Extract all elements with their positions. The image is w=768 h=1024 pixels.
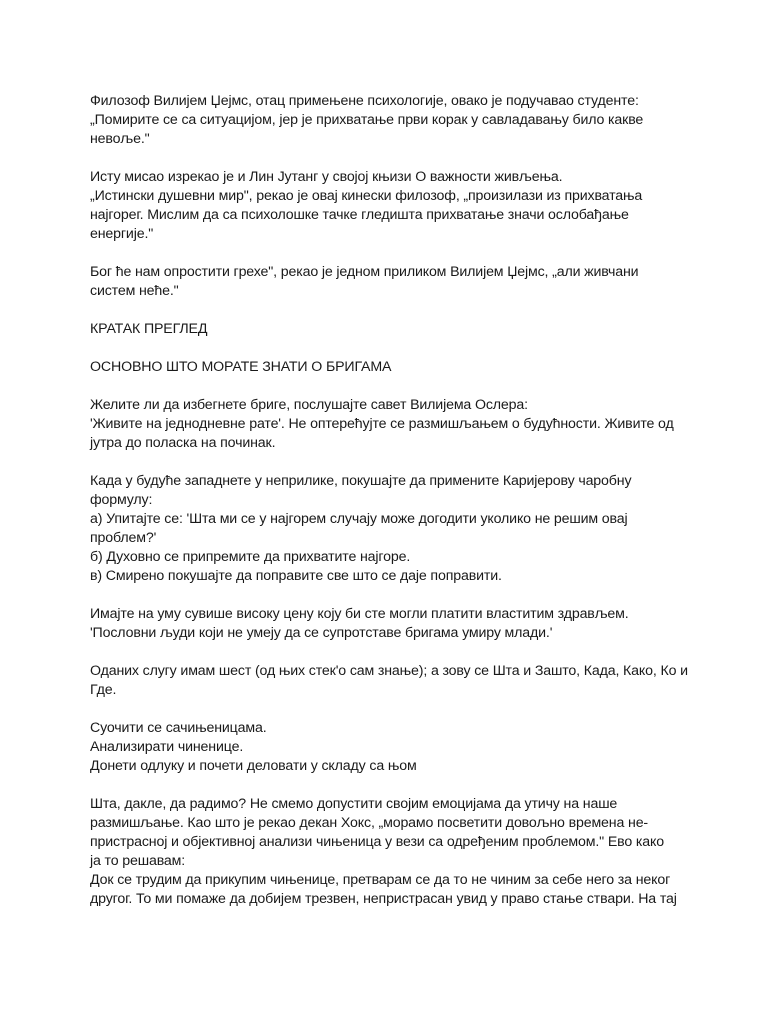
text-line: Када у будуће западнете у неприлике, покушајте да примените Каријерову чаробну — [90, 473, 632, 489]
text-line: невоље." — [90, 131, 150, 147]
paragraph-health-cost — [90, 605, 700, 643]
text-line: јутра до поласка на починак. — [90, 435, 276, 451]
text-line: проблем?' — [90, 530, 157, 546]
text-line: ја то решавам: — [90, 853, 186, 869]
text-line: Исту мисао изрекао је и Лин Јутанг у својој књизи О важности живљења. — [90, 169, 563, 185]
text-line: Донети одлуку и почети деловати у складу са њом — [90, 758, 417, 774]
paragraph-face-facts — [90, 719, 700, 776]
text-line: Док се трудим да прикупим чињенице, претварам се да то не чиним за себе него за неког — [90, 872, 671, 888]
section-title: КРАТАК ПРЕГЛЕД — [90, 321, 208, 337]
text-line: размишљање. Као што је рекао декан Хокс, „морамо посветити довољно времена не- — [90, 815, 649, 831]
text-line: Имајте на уму сувише високу цену коју би сте могли платити властитим здрављем. — [90, 606, 629, 622]
text-line: систем неће." — [90, 283, 179, 299]
paragraph-six-servants — [90, 662, 700, 700]
text-line: а) Упитајте се: 'Шта ми се у најгорем случају може догодити уколико не решим овај — [90, 511, 628, 527]
text-line: формулу: — [90, 492, 153, 508]
text-line: Анализирати чиненице. — [90, 739, 244, 755]
text-line: б) Духовно се припремите да прихватите најгоре. — [90, 549, 411, 565]
section-heading-block — [90, 320, 700, 339]
paragraph-dean-hawkes — [90, 795, 700, 909]
document-page — [90, 92, 700, 928]
text-line: пристрасној и објективној анализи чињеница у вези са одређеним проблемом." Ево како — [90, 834, 664, 850]
paragraph-carrier-formula — [90, 472, 700, 586]
subsection-title: ОСНОВНО ШТО МОРАТЕ ЗНАТИ О БРИГАМА — [90, 359, 392, 375]
text-line: Шта, дакле, да радимо? Не смемо допустити својим емоцијама да утичу на наше — [90, 796, 618, 812]
text-line: Желите ли да избегнете бриге, послушајте савет Вилијема Ослера: — [90, 397, 528, 413]
text-line: најгорег. Мислим да са психолошке тачке гледишта прихватање значи ослобађање — [90, 207, 629, 223]
subsection-heading-block — [90, 358, 700, 377]
text-line: Где. — [90, 682, 117, 698]
paragraph-james-quote — [90, 92, 700, 149]
text-line: другог. То ми помаже да добијем трезвен, непристрасан увид у право стање ствари. На тај — [90, 891, 677, 907]
paragraph-lin-yutang — [90, 168, 700, 244]
text-line: „Помирите се са ситуацијом, јер је прихватање први корак у савладавању било какве — [90, 112, 644, 128]
text-line: Филозоф Вилијем Џејмс, отац примењене психологије, овако је подучавао студенте: — [90, 93, 639, 109]
text-line: Бог ће нам опростити грехе", рекао је једном приликом Вилијем Џејмс, „али живчани — [90, 264, 639, 280]
text-line: енергије." — [90, 226, 154, 242]
text-line: в) Смирено покушајте да поправите све што се даје поправити. — [90, 568, 502, 584]
paragraph-god-forgives — [90, 263, 700, 301]
paragraph-osler-advice — [90, 396, 700, 453]
text-line: 'Пословни људи који не умеју да се супротставе бригама умиру млади.' — [90, 625, 553, 641]
text-line: 'Живите на једнодневне рате'. Не оптерећујте се размишљањем о будућности. Живите од — [90, 416, 674, 432]
text-line: „Истински душевни мир", рекао је овај кинески филозоф, „произилази из прихватања — [90, 188, 643, 204]
text-line: Суочити се сачињеницама. — [90, 720, 267, 736]
text-line: Оданих слугу имам шест (од њих стек'о сам знање); а зову се Шта и Зашто, Када, Како, Ко и — [90, 663, 688, 679]
